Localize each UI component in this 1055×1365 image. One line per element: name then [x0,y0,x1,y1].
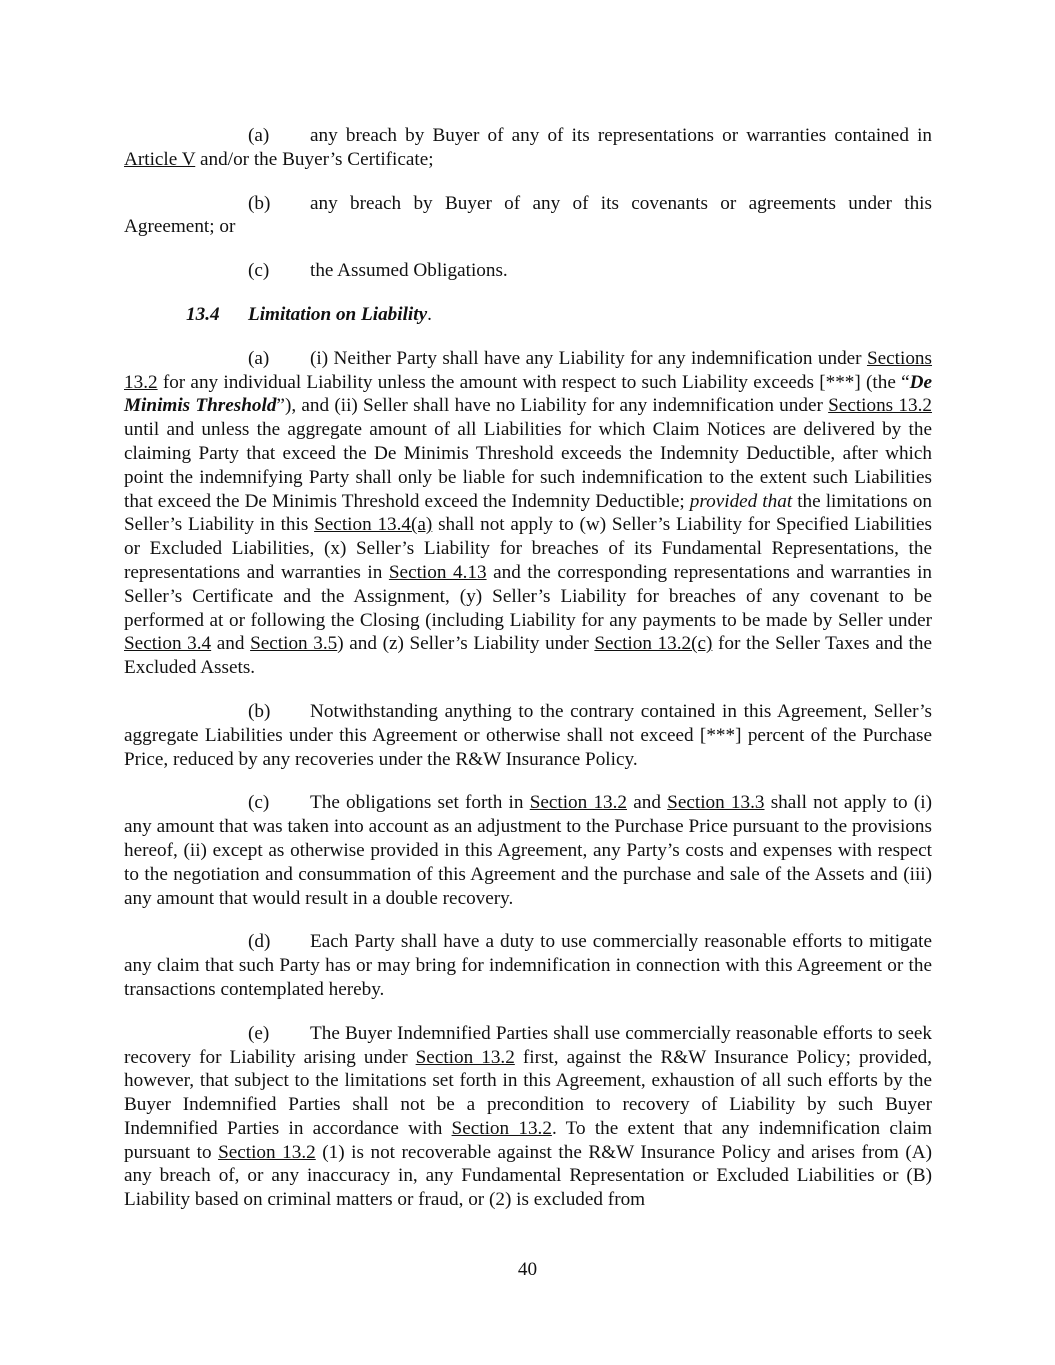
section-title: Limitation on Liability [248,303,428,325]
cross-reference: Section 13.4(a) [314,514,433,536]
section-number: 13.4 [186,303,220,325]
cross-reference: Section 13.2 [529,792,628,814]
clause-13-3-a: (a) any breach by Buyer of any of its representations or warranties contained in Article V and/or the Buyer’s Certificate; [124,125,932,170]
section-heading: 13.4 Limitation on Liability. [186,303,432,325]
document-page [124,124,932,1232]
cross-reference: Sections 13.2 [828,395,932,417]
clause-13-4-b: (b) Notwithstanding anything to the contrary contained in this Agreement, Seller’s aggregate Liabilities under this Agreement or otherwise shall not exceed [***] percent of the Purchase Price, reduced by any recoveries under the R&W Insurance Policy. [124,700,932,770]
cross-reference: Section 13.2(c) [594,633,713,655]
clause-13-3-b: (b) any breach by Buyer of any of its covenants or agreements under this Agreement; or [124,192,932,238]
cross-reference: Sections 13.2 [124,347,932,393]
clause-label: (a) [248,347,270,369]
cross-reference: Section 4.13 [388,561,487,583]
cross-reference: Section 13.2 [415,1046,515,1068]
clause-13-4-d: (d) Each Party shall have a duty to use commercially reasonable efforts to mitigate any claim that such Party has or may bring for indemnification in connection with this Agreement or the transactions contemplated hereby. [124,931,932,1000]
clause-13-4-a: (a) (i) Neither Party shall have any Liability for any indemnification under Sections 13.2 for any individual Liability unless the amount with respect to such Liability exceeds [***] (the “De Minimis Threshold”), and (ii) Seller shall have no Liability for any indemnification under Sections 13.2 until and unless the aggregate amount of all Liabilities for which Claim Notices are delivered by the claiming Party that exceed the De Minimis Threshold exceeds the Indemnity Deductible, after which point the indemnifying Party shall only be liable for such indemnification to the extent such Liabilities that exceed the De Minimis Threshold exceed the Indemnity Deductible; provided that the limitations on Seller’s Liability in this Section 13.4(a) shall not apply to (w) Seller’s Liability for Specified Liabilities or Excluded Liabilities, (x) Seller’s Liability for breaches of its Fundamental Representations, the representations and warranties in Section 4.13 and the corresponding representations and warranties in Seller’s Certificate and the Assignment, (y) Seller’s Liability for breaches of any covenant to be performed at or following the Closing (including Liability for any payments to be made by Seller under Section 3.4 and Section 3.5) and (z) Seller’s Liability under Section 13.2(c) for the Seller Taxes and the Excluded Assets. [124,347,932,679]
clause-label: (b) [248,700,271,722]
clause-label: (e) [248,1022,270,1044]
clause-label: (b) [248,192,271,214]
cross-reference: Section 3.5 [250,633,338,655]
clause-label: (c) [248,792,270,814]
cross-reference: Section 13.2 [218,1141,316,1163]
clause-label: (a) [248,125,270,146]
cross-reference: Section 13.2 [451,1117,552,1139]
clause-13-4-c: (c) The obligations set forth in Section 13.2 and Section 13.3 shall not apply to (i) any amount that was taken into account as an adjustment to the Purchase Price pursuant to the provisions hereof, (ii) except as otherwise provided in this Agreement, any Party’s costs and expenses with respect to the negotiation and consummation of this Agreement and the purchase and sale of the Assets and (iii) any amount that would result in a double recovery. [124,792,932,909]
defined-term: De Minimis Threshold [124,371,932,417]
clause-13-3-c: (c) the Assumed Obligations. [248,260,508,282]
cross-reference: Article V [124,148,196,170]
clause-13-4-e: (e) The Buyer Indemnified Parties shall use commercially reasonable efforts to seek recovery for Liability arising under Section 13.2 first, against the R&W Insurance Policy; provided, however, that subject to the limitations set forth in this Agreement, exhaustion of all such efforts by the Buyer Indemnified Parties shall not be a precondition to recovery of Liability by such Buyer Indemnified Parties in accordance with Section 13.2. To the extent that any indemnification claim pursuant to Section 13.2 (1) is not recoverable against the R&W Insurance Policy and arises from (A) any breach of, or any inaccuracy in, any Fundamental Representation or Excluded Liabilities or (B) Liability based on criminal matters or fraud, or (2) is excluded from [124,1022,932,1211]
page-number: 40 [517,1259,538,1280]
proviso: provided that [689,490,793,512]
clause-label: (c) [248,260,270,282]
cross-reference: Section 13.3 [667,792,765,814]
cross-reference: Section 3.4 [124,633,212,655]
clause-label: (d) [248,931,271,953]
